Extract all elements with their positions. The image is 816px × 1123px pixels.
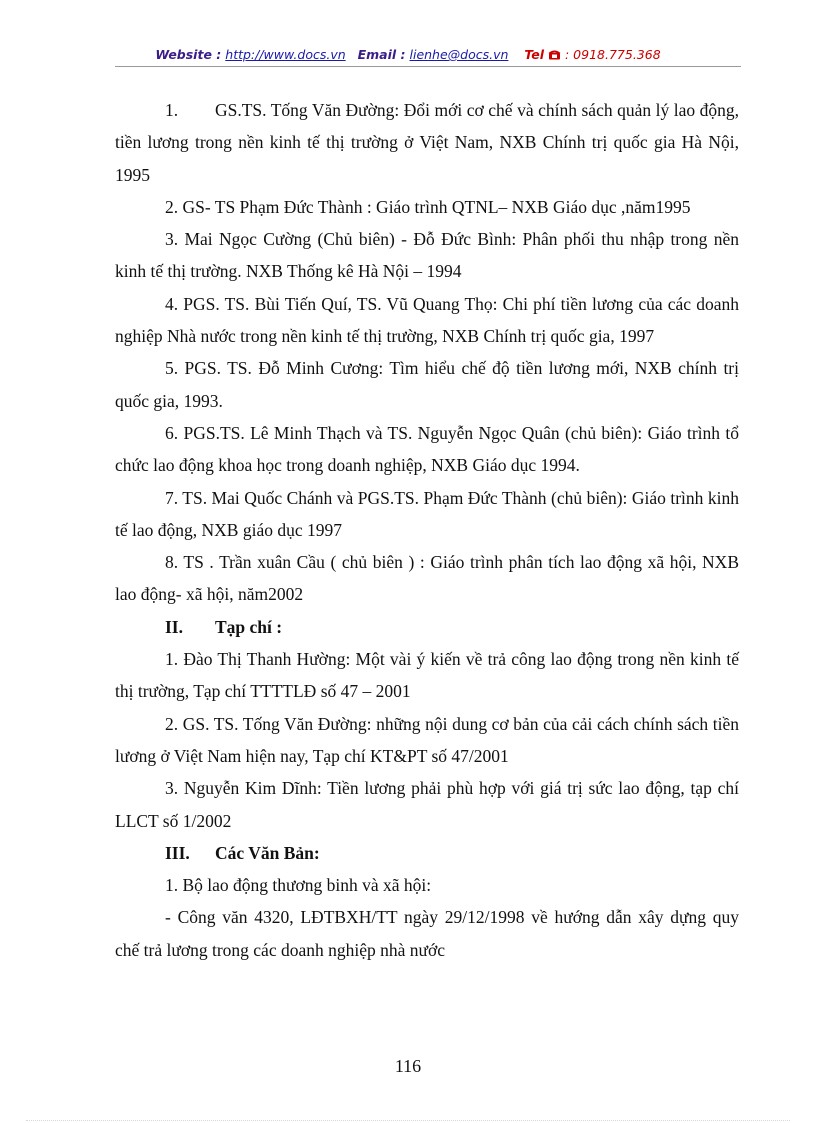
- document-item: - Công văn 4320, LĐTBXH/TT ngày 29/12/1998 về hướng dẫn xây dựng quy chế trả lương trong các doanh nghiệp nhà nước: [115, 907, 739, 960]
- page-number: 116: [394, 1056, 422, 1076]
- reference-item: 4. PGS. TS. Bùi Tiến Quí, TS. Vũ Quang Thọ: Chi phí tiền lương của các doanh nghiệp Nhà nước trong nền kinh tế thị trường, NXB Chính trị quốc gia, 1997: [115, 293, 739, 347]
- section-heading: [115, 837, 739, 869]
- section-number: III.: [165, 842, 190, 863]
- email-label: Email :: [357, 47, 406, 62]
- reference-number: 1.: [165, 100, 179, 120]
- section-number: II.: [165, 616, 183, 637]
- reference-item: 7. TS. Mai Quốc Chánh và PGS.TS. Phạm Đức Thành (chủ biên): Giáo trình kinh tế lao động, NXB giáo dục 1997: [115, 487, 739, 540]
- reference-item: 8. TS . Trần xuân Cầu ( chủ biên ) : Giáo trình phân tích lao động xã hội, NXB lao động- xã hội, năm2002: [115, 552, 739, 605]
- journal-item: 2. GS. TS. Tống Văn Đường: những nội dung cơ bản của cải cách chính sách tiền lương ở Việt Nam hiện nay, Tạp chí KT&PT số 47/2001: [115, 713, 739, 766]
- tel-number: : 0918.775.368: [565, 47, 661, 62]
- journal-item: 3. Nguyễn Kim Dĩnh: Tiền lương phải phù hợp với giá trị sức lao động, tạp chí LLCT số 1/2002: [115, 778, 739, 831]
- journal-item: 1. Đào Thị Thanh Hường: Một vài ý kiến về trả công lao động trong nền kinh tế thị trường, Tạp chí TTTTLĐ số 47 – 2001: [115, 649, 739, 702]
- reference-item: [115, 94, 739, 191]
- header-divider: [115, 66, 741, 67]
- section-title: Tạp chí :: [215, 616, 283, 637]
- reference-item: 6. PGS.TS. Lê Minh Thạch và TS. Nguyễn Ngọc Quân (chủ biên): Giáo trình tổ chức lao động khoa học trong doanh nghiệp, NXB Giáo dục 1994.: [115, 422, 739, 476]
- section-title: Các Văn Bản:: [215, 842, 320, 863]
- document-item: 1. Bộ lao động thương binh và xã hội:: [165, 875, 432, 896]
- tel-label: Tel: [524, 47, 545, 62]
- page-header: [0, 47, 816, 62]
- document-body: [115, 94, 739, 966]
- reference-item: 5. PGS. TS. Đỗ Minh Cương: Tìm hiểu chế độ tiền lương mới, NXB chính trị quốc gia, 1993.: [115, 358, 739, 411]
- reference-text: GS.TS. Tống Văn Đường: Đổi mới cơ chế và chính sách quản lý lao động, tiền lương trong nền kinh tế thị trường ở Việt Nam, NXB Chính trị quốc gia Hà Nội, 1995: [115, 100, 739, 185]
- page-bottom-border: [26, 1120, 790, 1121]
- website-label: Website :: [155, 47, 222, 62]
- reference-item: 2. GS- TS Phạm Đức Thành : Giáo trình QTNL– NXB Giáo dục ,năm1995: [165, 196, 691, 217]
- email-link[interactable]: lienhe@docs.vn: [409, 47, 509, 62]
- reference-item: 3. Mai Ngọc Cường (Chủ biên) - Đỗ Đức Bình: Phân phối thu nhập trong nền kinh tế thị trường. NXB Thống kê Hà Nội – 1994: [115, 229, 739, 282]
- website-link[interactable]: http://www.docs.vn: [225, 47, 346, 62]
- section-heading: [115, 611, 739, 643]
- telephone-icon: [548, 47, 565, 62]
